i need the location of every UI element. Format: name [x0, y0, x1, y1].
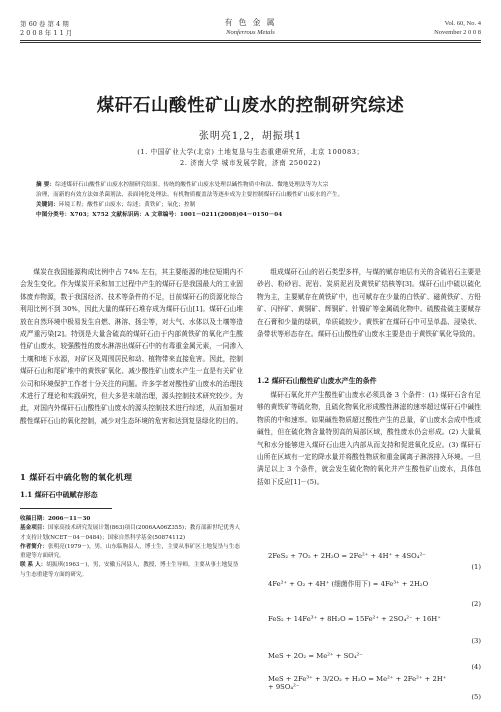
right-paragraph-1: 组成煤矸石山的岩石类型多样，与煤的赋存地层有关的含硫岩石主要是砂岩、粉砂岩、泥岩、炭质泥岩及黄铁矿结核等[3]。煤矸石山中硫以硫化物为主，主要赋存在黄铁矿中，也可赋存在少量的白铁矿、磁黄铁矿、方铅矿、闪锌矿、黄铜矿、辉铜矿、针镍矿等金属硫化物中。硫酸盐硫主要赋存在石膏和少量的绿矾，单质硫较少。黄铁矿在煤矸石中可呈单晶、浸染状、条带状等形态存在。煤矸石山酸性矿山废水主要是由于黄铁矿氧化导致的。 — [257, 268, 481, 339]
affiliation-1: (1. 中国矿业大学(北京) 土地复垦与生态重建研究所，北京 100083； — [137, 148, 364, 156]
fund-text: 国家高技术研究发展计划(863)项目(2006AA06Z355)；教育部新世纪优秀人才支持计划(NCET－04－0484)；国家自然科学基金(50874112) — [20, 525, 241, 541]
equation-1: 2FeS₂ + 7O₂ + 2H₂O = 2Fe²⁺ + 4H⁺ + 4SO₄²⁻ — [268, 552, 426, 560]
section-1-2-heading: 1.2 煤矸石山酸性矿山废水产生的条件 — [257, 376, 377, 385]
equation-1-number: (1) — [471, 563, 481, 571]
abstract-label: 摘 要： — [36, 182, 56, 188]
equation-5: MeS + 2Fe³⁺ + 3/2O₂ + H₂O = Me²⁺ + 2Fe²⁺ + 2H⁺ + 9SO₄²⁻ — [268, 675, 447, 691]
author-bio-text: 张明亮(1979－)，男，山东临朐县人，博士生，主要从事矿区土地复垦与生态重建等方面研究。 — [20, 543, 240, 560]
author-bio-label: 作者简介： — [20, 543, 48, 550]
keywords-label: 关键词： — [36, 202, 59, 208]
left-column — [20, 266, 243, 427]
equation-2: 4Fe²⁺ + O₂ + 4H⁺ (细菌作用下) = 4Fe³⁺ + 2H₂O — [268, 580, 429, 588]
date-en: November 2 0 0 8 — [434, 29, 481, 36]
right-column-cont — [257, 389, 481, 488]
equation-3-number: (3) — [471, 637, 481, 645]
author-list: 张明亮1,2，胡振琪1 — [198, 131, 303, 142]
intro-paragraph: 煤炭在我国能源构成比例中占 74% 左右，其主要能源的地位短期内不会发生变化。作为煤炭开采和加工过程中产生的煤矸石是我国最大的工业固体废弃物源，数于我国经济、技术等条件的不足，目前煤矸石的资源化综合利用比例不到 30%，因此大量的煤矸石堆存成为煤矸石山[1]。煤矸石山堆放在自然环境中极易发生自燃、淋溶、扬尘等，对大气、水体以及土壤等造成严重污染[2]。特别是大量含硫高的煤矸石由于内部黄铁矿的氧化产生酸性矿山废水，较强酸性的废水淋溶出煤矸石中的有毒重金属元素，一同渗入土壤和地下水源，对矿区及周围居民和动、植物带来直接危害。因此，控制煤矸石山和尾矿堆中的黄铁矿氧化、减少酸性矿山废水产生一直是有关矿业公司和环境保护工作者十分关注的问题。许多学者对酸性矿山废水的治理技术进行了理论和实践研究，但大多是末端治理，源头控制技术研究较少。为此，对国内外煤矸石山酸性矿山废水的源头控制技术进行综述，从而加强对酸性煤矸石山的氧化控制，减少对生态环境的危害和达到复垦绿化的目的。 — [20, 268, 243, 425]
equation-4: MeS + 2O₂ = Me²⁺ + SO₄²⁻ — [268, 652, 363, 660]
fund-label: 基金项目： — [20, 525, 48, 532]
received-date: 收稿日期：2006－11－30 — [20, 516, 91, 522]
classification-line: 中图分类号：X703；X752 文献标识码：A 文章编号：1001－0211(2008)04－0150－04 — [36, 212, 283, 218]
header-rule-2 — [20, 42, 481, 43]
paper-title: 煤矸石山酸性矿山废水的控制研究综述 — [96, 96, 405, 116]
affiliation-2: 2. 济南大学 城市发展学院，济南 250022) — [179, 159, 322, 167]
section-1-heading: 1 煤矸石中硫化物的氧化机理 — [20, 472, 133, 482]
header-rule — [20, 40, 481, 41]
equation-2-number: (2) — [471, 600, 481, 608]
date-cn: 2 0 0 8 年 1 1 月 — [20, 29, 73, 37]
keywords: 环境工程；酸性矿山废水；综述；黄铁矿；氧化；控制 — [58, 202, 196, 208]
volume-issue-en: Vol. 60, No. 4 — [444, 20, 481, 27]
right-paragraph-2: 煤矸石氧化并产生酸性矿山废水必须具备 3 个条件：(1) 煤矸石含有足够的黄铁矿等硫化物，且硫化物氧化形成酸性淋滤的速率超过煤矸石中碱性物质的中和速率。如果碱性物质超过酸性产生的总量，矿山废水会成中性或碱性，但在硫化物含量特别高的局部区域，酸性废水仍会形成。(2) 大量氧气和水分能够进入煤矸石山进入内部从而支持和促进氧化反应。(3) 煤矸石山所在区域有一定的降水量并将酸性物质和重金属离子淋溶排入环境。一旦满足以上 3 个条件，就会发生硫化物的氧化并产生酸性矿山废水，具体包括如下反应[1]－(5)。 — [257, 391, 481, 486]
right-column — [257, 266, 481, 340]
volume-issue-cn: 第 60 卷 第 4 期 — [20, 20, 69, 28]
footnote-rule — [20, 508, 112, 509]
journal-name-cn: 有 色 金 属 — [224, 18, 277, 27]
equation-3: FeS₂ + 14Fe³⁺ + 8H₂O = 15Fe²⁺ + 2SO₄²⁻ + 16H⁺ — [268, 615, 441, 623]
abstract-text-2: 治理，而新的有效方法如杀菌剂法、表面钝化处理法、有机物质覆盖法等逐步成为主要控制煤矸石山酸性矿山废水的产生。 — [36, 192, 344, 198]
section-1-1-heading: 1.1 煤矸石中硫赋存形态 — [20, 490, 98, 499]
abstract — [36, 180, 466, 220]
abstract-text-1: 综述煤矸石山酸性矿山废水控制研究结果。传统的酸性矿山废水处理以碱性物质中和法、微地处理法等为大宗 — [55, 182, 329, 188]
equation-5-number: (5) — [471, 693, 481, 701]
equation-4-number: (4) — [471, 663, 481, 671]
contact-label: 联 系 人： — [20, 562, 47, 569]
journal-name-en: Nonferrous Metals — [226, 29, 275, 36]
contact-text: 胡振琪(1963－)，男，安徽五河县人，教授，博士生导师，主要从事土地复垦与生态重建等方面的研究。 — [20, 562, 239, 578]
footnote — [20, 515, 243, 580]
